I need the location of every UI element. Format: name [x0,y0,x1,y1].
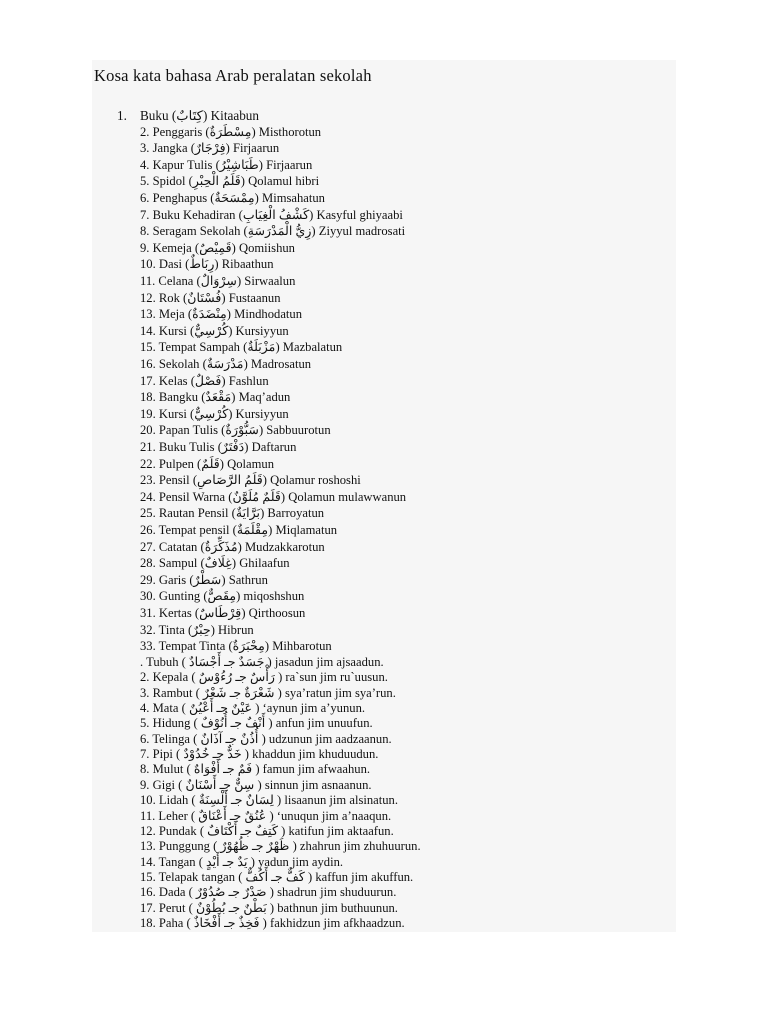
list-item [140,324,289,341]
list-item [140,390,290,407]
list-item-text: 14. Kursi (كُرْسِيٌّ) Kursiyyun [140,323,289,338]
list-item-text: 15. Telapak tangan ( كَفٌّ جـ أَكُفٌّ ) kaffun jim akuffun. [140,869,414,884]
list-item-text: 8. Seragam Sekolah (زِيُّ الْمَدْرَسَةِ) Ziyyul madrosati [140,224,406,239]
list-item [140,407,289,424]
list-item [140,809,391,824]
list-item-text: 26. Tempat pensil (مِقْلَمَةٌ) Miqlamatun [140,523,338,537]
list-item [140,870,413,885]
list-item [140,125,321,142]
list-item [140,747,378,762]
list-item-text: 4. Kapur Tulis (طَبَاشِيْرُ) Firjaarun [140,157,313,172]
list-item-text: 5. Spidol (قَلَمُ الْحِبْرِ) Qolamul hibri [140,174,320,189]
list-item [140,241,295,258]
list-item [140,224,405,241]
document-title: Kosa kata bahasa Arab peralatan sekolah [94,66,372,85]
list-item [140,655,384,670]
list-item [140,686,396,701]
list-item [140,274,295,291]
list-item-text: 18. Paha ( فَخِذٌ جـ أَفْخَاذٌ ) fakhidzun jim afkhaadzun. [140,915,405,930]
list-item-text: 7. Buku Kehadiran (كَشْفُ الْغِيَابِ) Kasyful ghiyaabi [140,207,403,222]
list-item [140,158,312,175]
list-item [140,208,403,225]
list-item [140,623,254,640]
list-item-text: 10. Dasi (رِبَاطٌ) Ribaathun [140,257,274,272]
list-item-text: 20. Papan Tulis (سَبُّوْرَةٌ) Sabbuurotun [140,423,331,438]
list-item [140,824,394,839]
list-item [117,108,259,125]
list-item [140,307,302,324]
list-item-text: 9. Gigi ( سِنٌّ جـ أَسْنَانٌ ) sinnun jim asnaanun. [140,777,372,792]
list-item-text: 15. Tempat Sampah (مَزْبَلَةٌ) Mazbalatun [140,340,343,355]
list-item-text: 7. Pipi ( خَدٌّ جـ خُدُوْدٌ ) khaddun jim khuduudun. [140,747,379,762]
list-item-text: Buku (كِتَابٌ) Kitaabun [140,108,259,123]
list-item [140,716,373,731]
list-item [140,257,274,274]
list-item [140,839,421,854]
list-item [140,291,281,308]
list-item-text: 27. Catatan (مُذَكِّرَةٌ) Mudzakkarotun [140,539,325,554]
list-item [140,457,274,474]
list-item-text: 14. Tangan ( يَدٌ جـ أَيْدٍ ) yadun jim aydin. [140,854,344,869]
list-item [140,793,398,808]
list-item [140,440,296,457]
list-item [140,589,304,606]
list-item [140,174,319,191]
list-item-text: 23. Pensil (قَلَمُ الرَّصَاصِ) Qolamur roshoshi [140,473,361,488]
list-item-text: 2. Kepala ( رَأْسٌ جـ رُءُوْسٌ ) ra`sun jim ru`uusun. [140,670,388,685]
list-item-text: 11. Leher ( عُنُقٌ جـ أَعْنَاقٌ ) ‘unuqun jim a’naaqun. [140,808,392,823]
list-item-text: 6. Telinga ( أُذُنٌ جـ آذَانٌ ) udzunun jim aadzaanun. [140,731,392,746]
list-item-text: 33. Tempat Tinta (مِحْبَرَةٌ) Mihbarotun [140,639,332,654]
list-item [140,556,290,573]
list-item-text: 21. Buku Tulis (دَفْتَرٌ) Daftarun [140,440,297,454]
list-item-text: 13. Punggung ( ظَهْرٌ جـ ظُهُوْرٌ ) zhahrun jim zhuhuurun. [140,839,421,854]
list-item-text: 12. Pundak ( كَتِفٌ جـ أَكْتَافٌ ) katifun jim aktaafun. [140,823,394,838]
list-item [140,340,342,357]
list-item [140,191,325,208]
list-item-text: 11. Celana (سِرْوَالٌ) Sirwaalun [140,274,296,288]
list-item-text: 17. Kelas (فَصْلٌ) Fashlun [140,373,269,388]
list-item [140,778,372,793]
list-item-text: 22. Pulpen (قَلَمٌ) Qolamun [140,456,275,471]
list-item-text: 3. Jangka (فِرْجَارٌ) Firjaarun [140,141,280,156]
list-item [140,732,392,747]
list-item [140,901,398,916]
list-item [140,423,331,440]
list-item-text: 13. Meja (مِنْضَدَةٌ) Mindhodatun [140,307,303,322]
list-item [140,762,370,777]
list-item-text: 2. Penggaris (مِسْطَرَةٌ) Misthorotun [140,124,322,139]
list-item [140,473,361,490]
list-item [140,916,405,931]
list-item [140,490,406,507]
list-item-text: 12. Rok (فُسْتَانٌ) Fustaanun [140,290,281,305]
list-item-text: 32. Tinta (حِبْرٌ) Hibrun [140,622,254,637]
list-item-text: 16. Sekolah (مَدْرَسَةٌ) Madrosatun [140,357,312,371]
list-item-text: 3. Rambut ( شَعْرَةٌ جـ شَعْرٌ ) sya’ratun jim sya’run. [140,685,396,700]
list-item [140,523,337,540]
list-item-text: 25. Rautan Pensil (بَرَّايَةٌ) Barroyatun [140,506,325,521]
list-item-text: 17. Perut ( بَطْنٌ جـ بُطُوْنٌ ) bathnun jim buthuunun. [140,900,398,915]
list-item-text: 4. Mata ( عَيْنٌ جـ أَعْيُنٌ ) ‘aynun jim a’yunun. [140,701,366,716]
list-item [140,357,311,374]
list-item-text: 19. Kursi (كُرْسِيٌّ) Kursiyyun [140,406,289,421]
list-item-text: 29. Garis (سَطْرٌ) Sathrun [140,572,268,587]
list-item-text: 31. Kertas (قِرْطَاسٌ) Qirthoosun [140,606,306,620]
list-item [140,701,365,716]
list-item-text: 30. Gunting (مِقَصٌّ) miqoshshun [140,589,305,604]
list-item [140,639,332,656]
list-item [140,606,305,623]
list-item [140,855,343,870]
list-item [140,506,324,523]
list-item-text: 24. Pensil Warna (قَلَمٌ مُلَوَّنٌ) Qolamun mulawwanun [140,489,407,504]
list-item-text: 9. Kemeja (قَمِيْصٌ) Qomiishun [140,240,295,255]
list-item-text: 6. Penghapus (مِمْسَحَةٌ) Mimsahatun [140,191,325,205]
list-item [140,141,279,158]
list-item-text: . Tubuh ( جَسَدٌ جـ أَجْسَادٌ ) jasadun jim ajsaadun. [140,655,384,669]
list-item-text: 10. Lidah ( لِسَانٌ جـ أَلْسِنَةٌ ) lisaanun jim alsinatun. [140,793,398,808]
list-item-text: 16. Dada ( صَدْرٌ جـ صُدُوْرٌ ) shadrun jim shuduurun. [140,885,397,900]
list-item-text: 5. Hidung ( أَنْفٌ جـ أُنُوْفٌ ) anfun jim unuufun. [140,716,373,731]
list-item [140,374,269,391]
list-item-text: 18. Bangku (مَقْعَدٌ) Maq’adun [140,390,291,405]
list-item-text: 8. Mulut ( فَمٌ جـ أَفْوَاهٌ ) famun jim afwaahun. [140,762,371,777]
list-item [140,540,325,557]
list-item [140,670,388,685]
list-item-number: 1. [117,108,127,123]
list-item [140,573,268,590]
list-item [140,885,396,900]
list-item-text: 28. Sampul (غِلَافٌ) Ghilaafun [140,556,290,571]
